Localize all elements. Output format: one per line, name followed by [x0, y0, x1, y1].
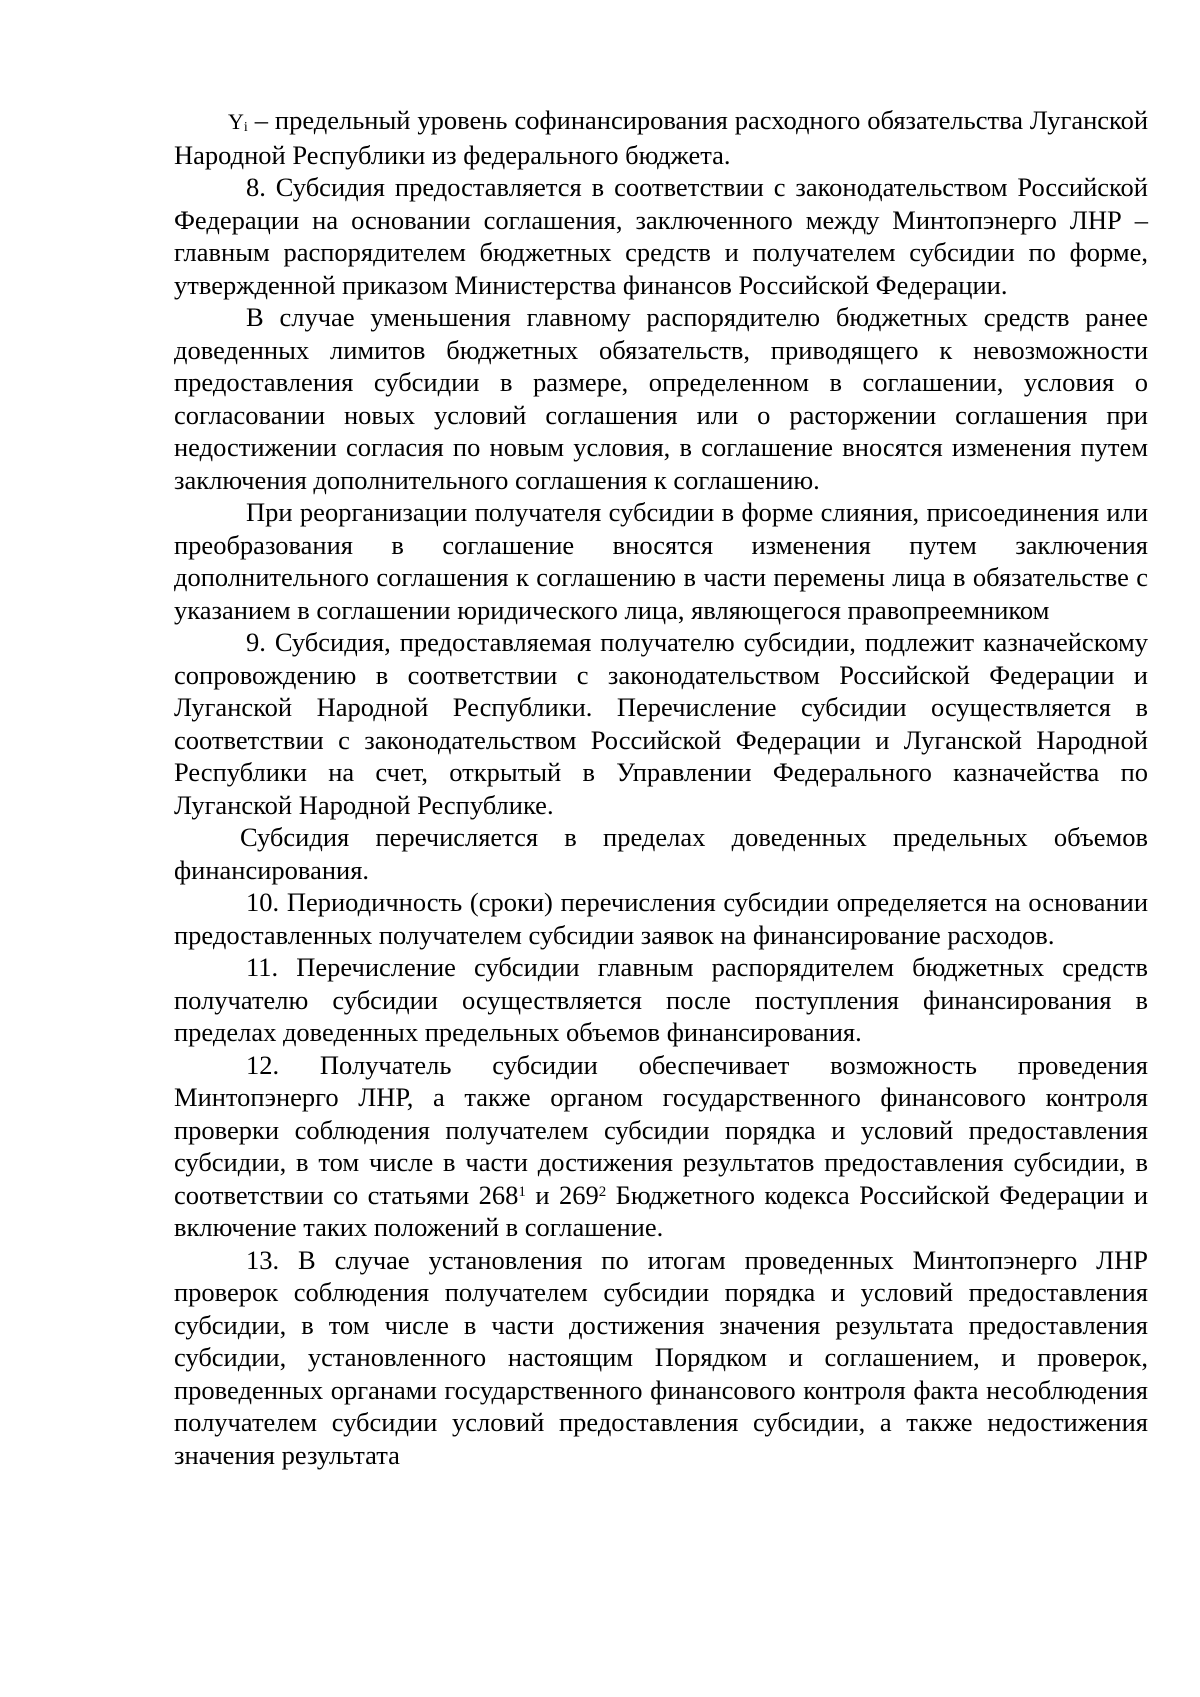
paragraph-12-part3: Бюджетного кодекса Российской Федерации и включение таких положений в соглашение.: [174, 1179, 1149, 1242]
paragraph-10: 10. Периодичность (сроки) перечисления субсидии определяется на основании предоставленных получателем субсидии заявок на финансирование расходов.: [174, 887, 1148, 950]
article-269-superscript: 2: [598, 1183, 607, 1200]
paragraph-11: 11. Перечисление субсидии главным распорядителем бюджетных средств получателю субсидии осуществляется после поступления финансирования в пределах доведенных предельных объемов финансирования.: [174, 952, 1148, 1047]
symbol-y: Y: [228, 109, 244, 134]
paragraph-y-definition: [174, 104, 1148, 171]
paragraph-8-reorganization: При реорганизации получателя субсидии в форме слияния, присоединения или преобразования в соглашение вносятся изменения путем заключения дополнительного соглашения к соглашению в части перемены лица в обязательстве с указанием в соглашении юридического лица, являющегося правопреемником: [174, 497, 1148, 625]
paragraph-y-text: – предельный уровень софинансирования расходного обязательства Луганской Народной Республики из федерального бюджета.: [174, 105, 1148, 170]
symbol-subscript: i: [243, 120, 248, 136]
paragraph-13: 13. В случае установления по итогам проведенных Минтопэнерго ЛНР проверок соблюдения получателем субсидии порядка и условий предоставления субсидии, в том числе в части достижения значения результата предоставления субсидии, установленного настоящим Порядком и соглашением, и проверок, проведенных органами государственного финансового контроля факта несоблюдения получателем субсидии условий предоставления субсидии, а также недостижения значения результата: [174, 1244, 1148, 1470]
paragraph-9-limits: Субсидия перечисляется в пределах доведенных предельных объемов финансирования.: [174, 822, 1148, 885]
paragraph-8: 8. Субсидия предоставляется в соответствии с законодательством Российской Федерации на основании соглашения, заключенного между Минтопэнерго ЛНР – главным распорядителем бюджетных средств и получателем субсидии по форме, утвержденной приказом Министерства финансов Российской Федерации.: [174, 172, 1148, 300]
document-page: [174, 104, 1148, 1471]
paragraph-9: 9. Субсидия, предоставляемая получателю субсидии, подлежит казначейскому сопровождению в соответствии с законодательством Российской Федерации и Луганской Народной Республики. Перечисление субсидии осуществляется в соответствии с законодательством Российской Федерации и Луганской Народной Республики на счет, открытый в Управлении Федерального казначейства по Луганской Народной Республике.: [174, 627, 1148, 820]
article-268-superscript: 1: [518, 1183, 526, 1200]
paragraph-8-reduction: В случае уменьшения главному распорядителю бюджетных средств ранее доведенных лимитов бюджетных обязательств, приводящего к невозможности предоставления субсидии в размере, определенном в соглашении, условия о согласовании новых условий соглашения или о расторжении соглашения при недостижении согласия по новым условия, в соглашение вносятся изменения путем заключения дополнительного соглашения к соглашению.: [174, 302, 1148, 495]
paragraph-12: [174, 1049, 1148, 1244]
paragraph-12-part1: 12. Получатель субсидии обеспечивает возможность проведения Минтопэнерго ЛНР, а также органом государственного финансового контроля проверки соблюдения получателем субсидии порядка и условий предоставления субсидии, в том числе в части достижения результатов предоставления субсидии, в соответствии со статьями 268: [174, 1049, 1148, 1210]
paragraph-12-part2: и 269: [525, 1179, 599, 1210]
